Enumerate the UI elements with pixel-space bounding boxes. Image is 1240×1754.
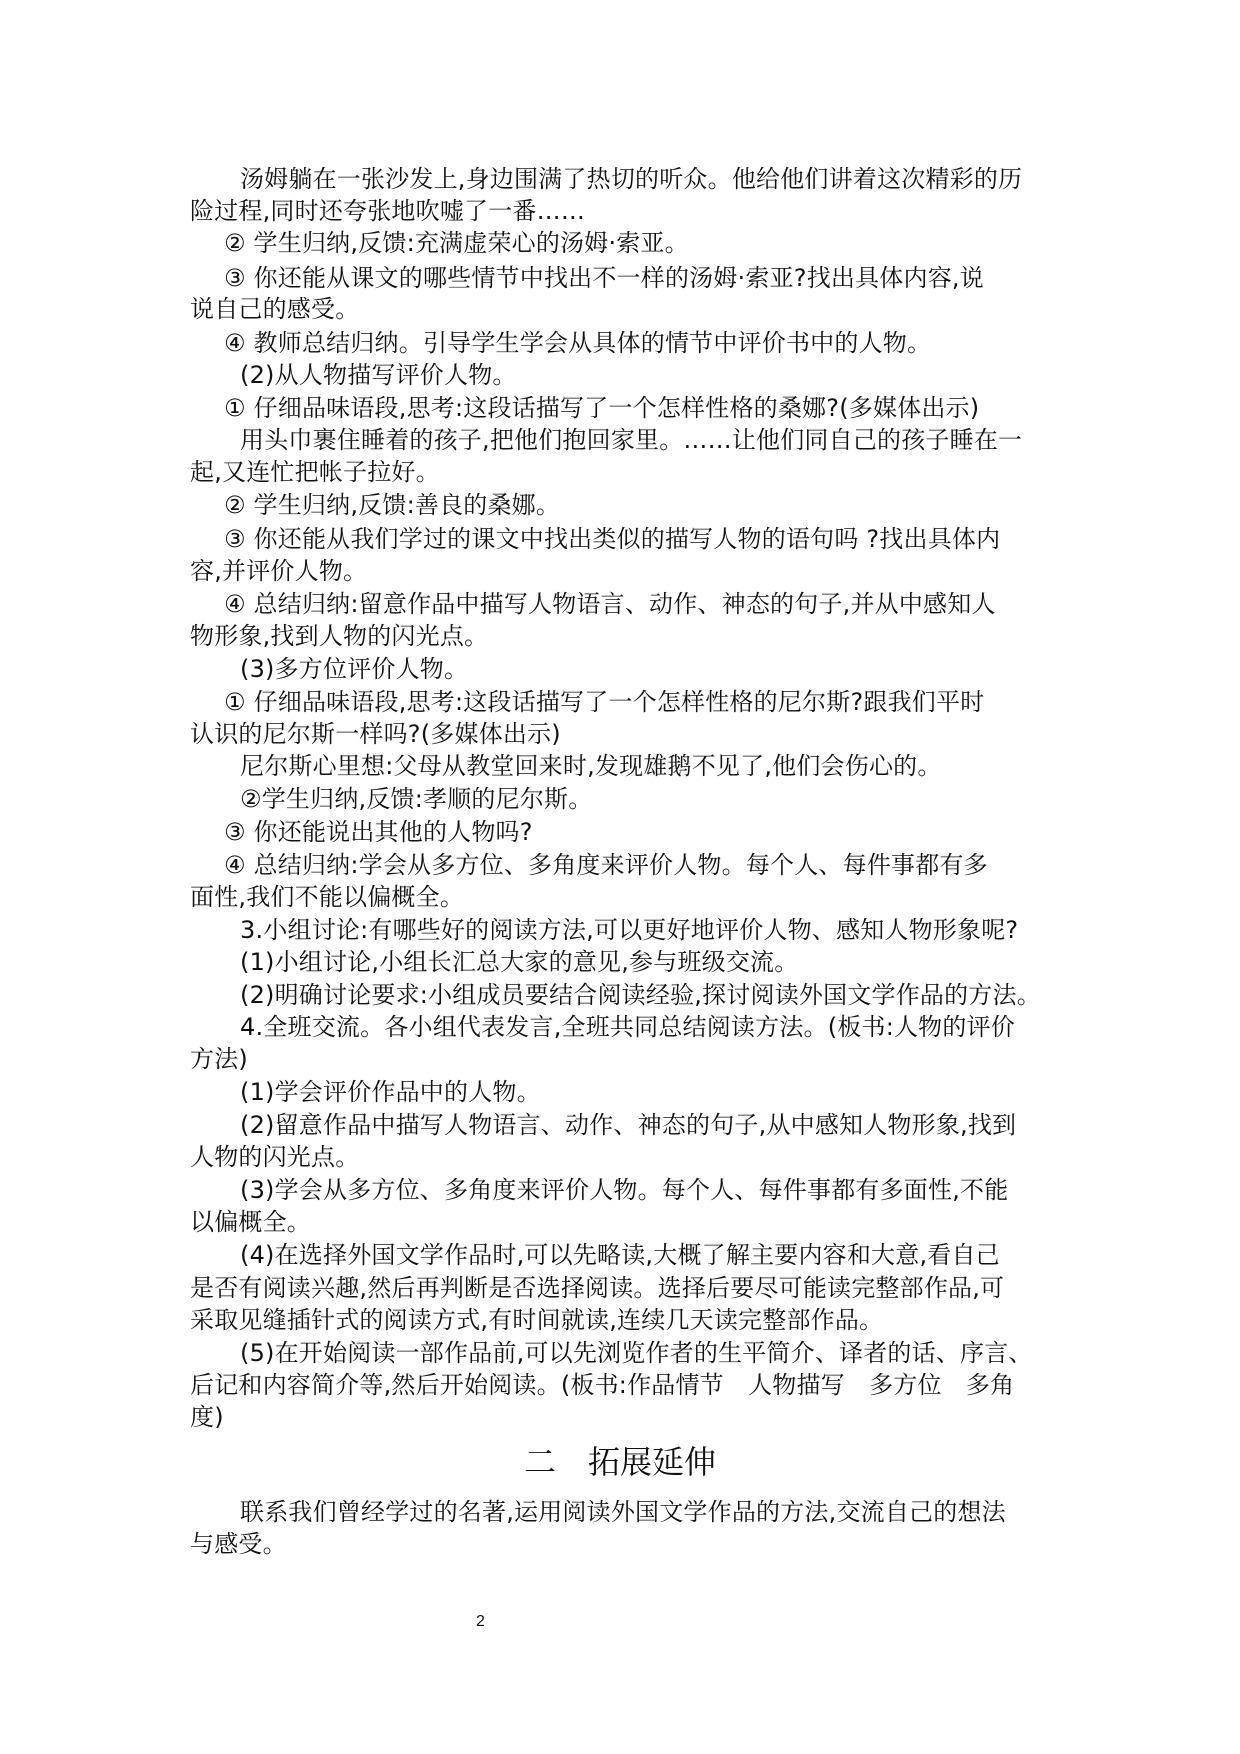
text-line: (1)小组讨论,小组长汇总大家的意见,参与班级交流。 [240, 948, 799, 976]
text-line: (2)明确讨论要求:小组成员要结合阅读经验,探讨阅读外国文学作品的方法。 [240, 981, 1041, 1009]
text-line: ③ 你还能从课文的哪些情节中找出不一样的汤姆·索亚?找出具体内容,说 [224, 264, 984, 292]
text-line: 后记和内容简介等,然后开始阅读。(板书:作品情节 人物描写 多方位 多角 [190, 1371, 1015, 1399]
page-number: 2 [476, 1613, 485, 1630]
text-line: 尼尔斯心里想:父母从教堂回来时,发现雄鹅不见了,他们会伤心的。 [240, 752, 942, 780]
text-line: (3)多方位评价人物。 [240, 655, 469, 683]
text-line: ④ 总结归纳:学会从多方位、多角度来评价人物。每个人、每件事都有多 [224, 851, 988, 879]
text-line: 3.小组讨论:有哪些好的阅读方法,可以更好地评价人物、感知人物形象呢? [240, 916, 1019, 944]
section-heading: 二 拓展延伸 [523, 1443, 716, 1481]
text-line: ① 仔细品味语段,思考:这段话描写了一个怎样性格的尼尔斯?跟我们平时 [224, 688, 985, 716]
text-line: 汤姆躺在一张沙发上,身边围满了热切的听众。他给他们讲着这次精彩的历 [240, 165, 1023, 193]
text-line: 度) [190, 1403, 224, 1431]
text-line: 人物的闪光点。 [190, 1143, 360, 1171]
text-line: 说自己的感受。 [190, 295, 360, 323]
text-line: (1)学会评价作品中的人物。 [240, 1078, 541, 1106]
text-line: ② 学生归纳,反馈:充满虚荣心的汤姆·索亚。 [224, 229, 689, 257]
text-line: (2)从人物描写评价人物。 [240, 361, 517, 389]
text-line: 联系我们曾经学过的名著,运用阅读外国文学作品的方法,交流自己的想法 [240, 1498, 1006, 1526]
text-line: ④ 总结归纳:留意作品中描写人物语言、动作、神态的句子,并从中感知人 [224, 590, 996, 618]
text-line: ② 学生归纳,反馈:善良的桑娜。 [224, 491, 561, 519]
text-line: 与感受。 [190, 1530, 287, 1558]
text-line: 险过程,同时还夸张地吹嘘了一番…… [190, 197, 586, 225]
text-line: 以偏概全。 [190, 1208, 311, 1236]
text-line: 用头巾裹住睡着的孩子,把他们抱回家里。……让他们同自己的孩子睡在一 [240, 426, 1023, 454]
text-line: (5)在开始阅读一部作品前,可以先浏览作者的生平简介、译者的话、序言、 [240, 1339, 1033, 1367]
text-line: 方法) [190, 1045, 248, 1073]
text-line: ③ 你还能说出其他的人物吗? [224, 818, 533, 846]
text-line: (3)学会从多方位、多角度来评价人物。每个人、每件事都有多面性,不能 [240, 1176, 1009, 1204]
text-line: ③ 你还能从我们学过的课文中找出类似的描写人物的语句吗 ?找出具体内 [224, 525, 1001, 553]
text-line: 认识的尼尔斯一样吗?(多媒体出示) [190, 720, 561, 748]
text-line: (4)在选择外国文学作品时,可以先略读,大概了解主要内容和大意,看自己 [240, 1241, 1000, 1269]
text-line: (2)留意作品中描写人物语言、动作、神态的句子,从中感知人物形象,找到 [240, 1111, 1017, 1139]
text-line: 物形象,找到人物的闪光点。 [190, 622, 489, 650]
text-line: ②学生归纳,反馈:孝顺的尼尔斯。 [240, 785, 593, 813]
text-line: 面性,我们不能以偏概全。 [190, 883, 465, 911]
text-line: 容,并评价人物。 [190, 557, 368, 585]
text-line: ① 仔细品味语段,思考:这段话描写了一个怎样性格的桑娜?(多媒体出示) [224, 394, 980, 422]
text-line: 采取见缝插针式的阅读方式,有时间就读,连续几天读完整部作品。 [190, 1306, 884, 1334]
text-line: 是否有阅读兴趣,然后再判断是否选择阅读。选择后要尽可能读完整部作品,可 [190, 1274, 1005, 1302]
text-line: 4.全班交流。各小组代表发言,全班共同总结阅读方法。(板书:人物的评价 [240, 1013, 1015, 1041]
text-line: 起,又连忙把帐子拉好。 [190, 458, 440, 486]
text-line: ④ 教师总结归纳。引导学生学会从具体的情节中评价书中的人物。 [224, 329, 932, 357]
